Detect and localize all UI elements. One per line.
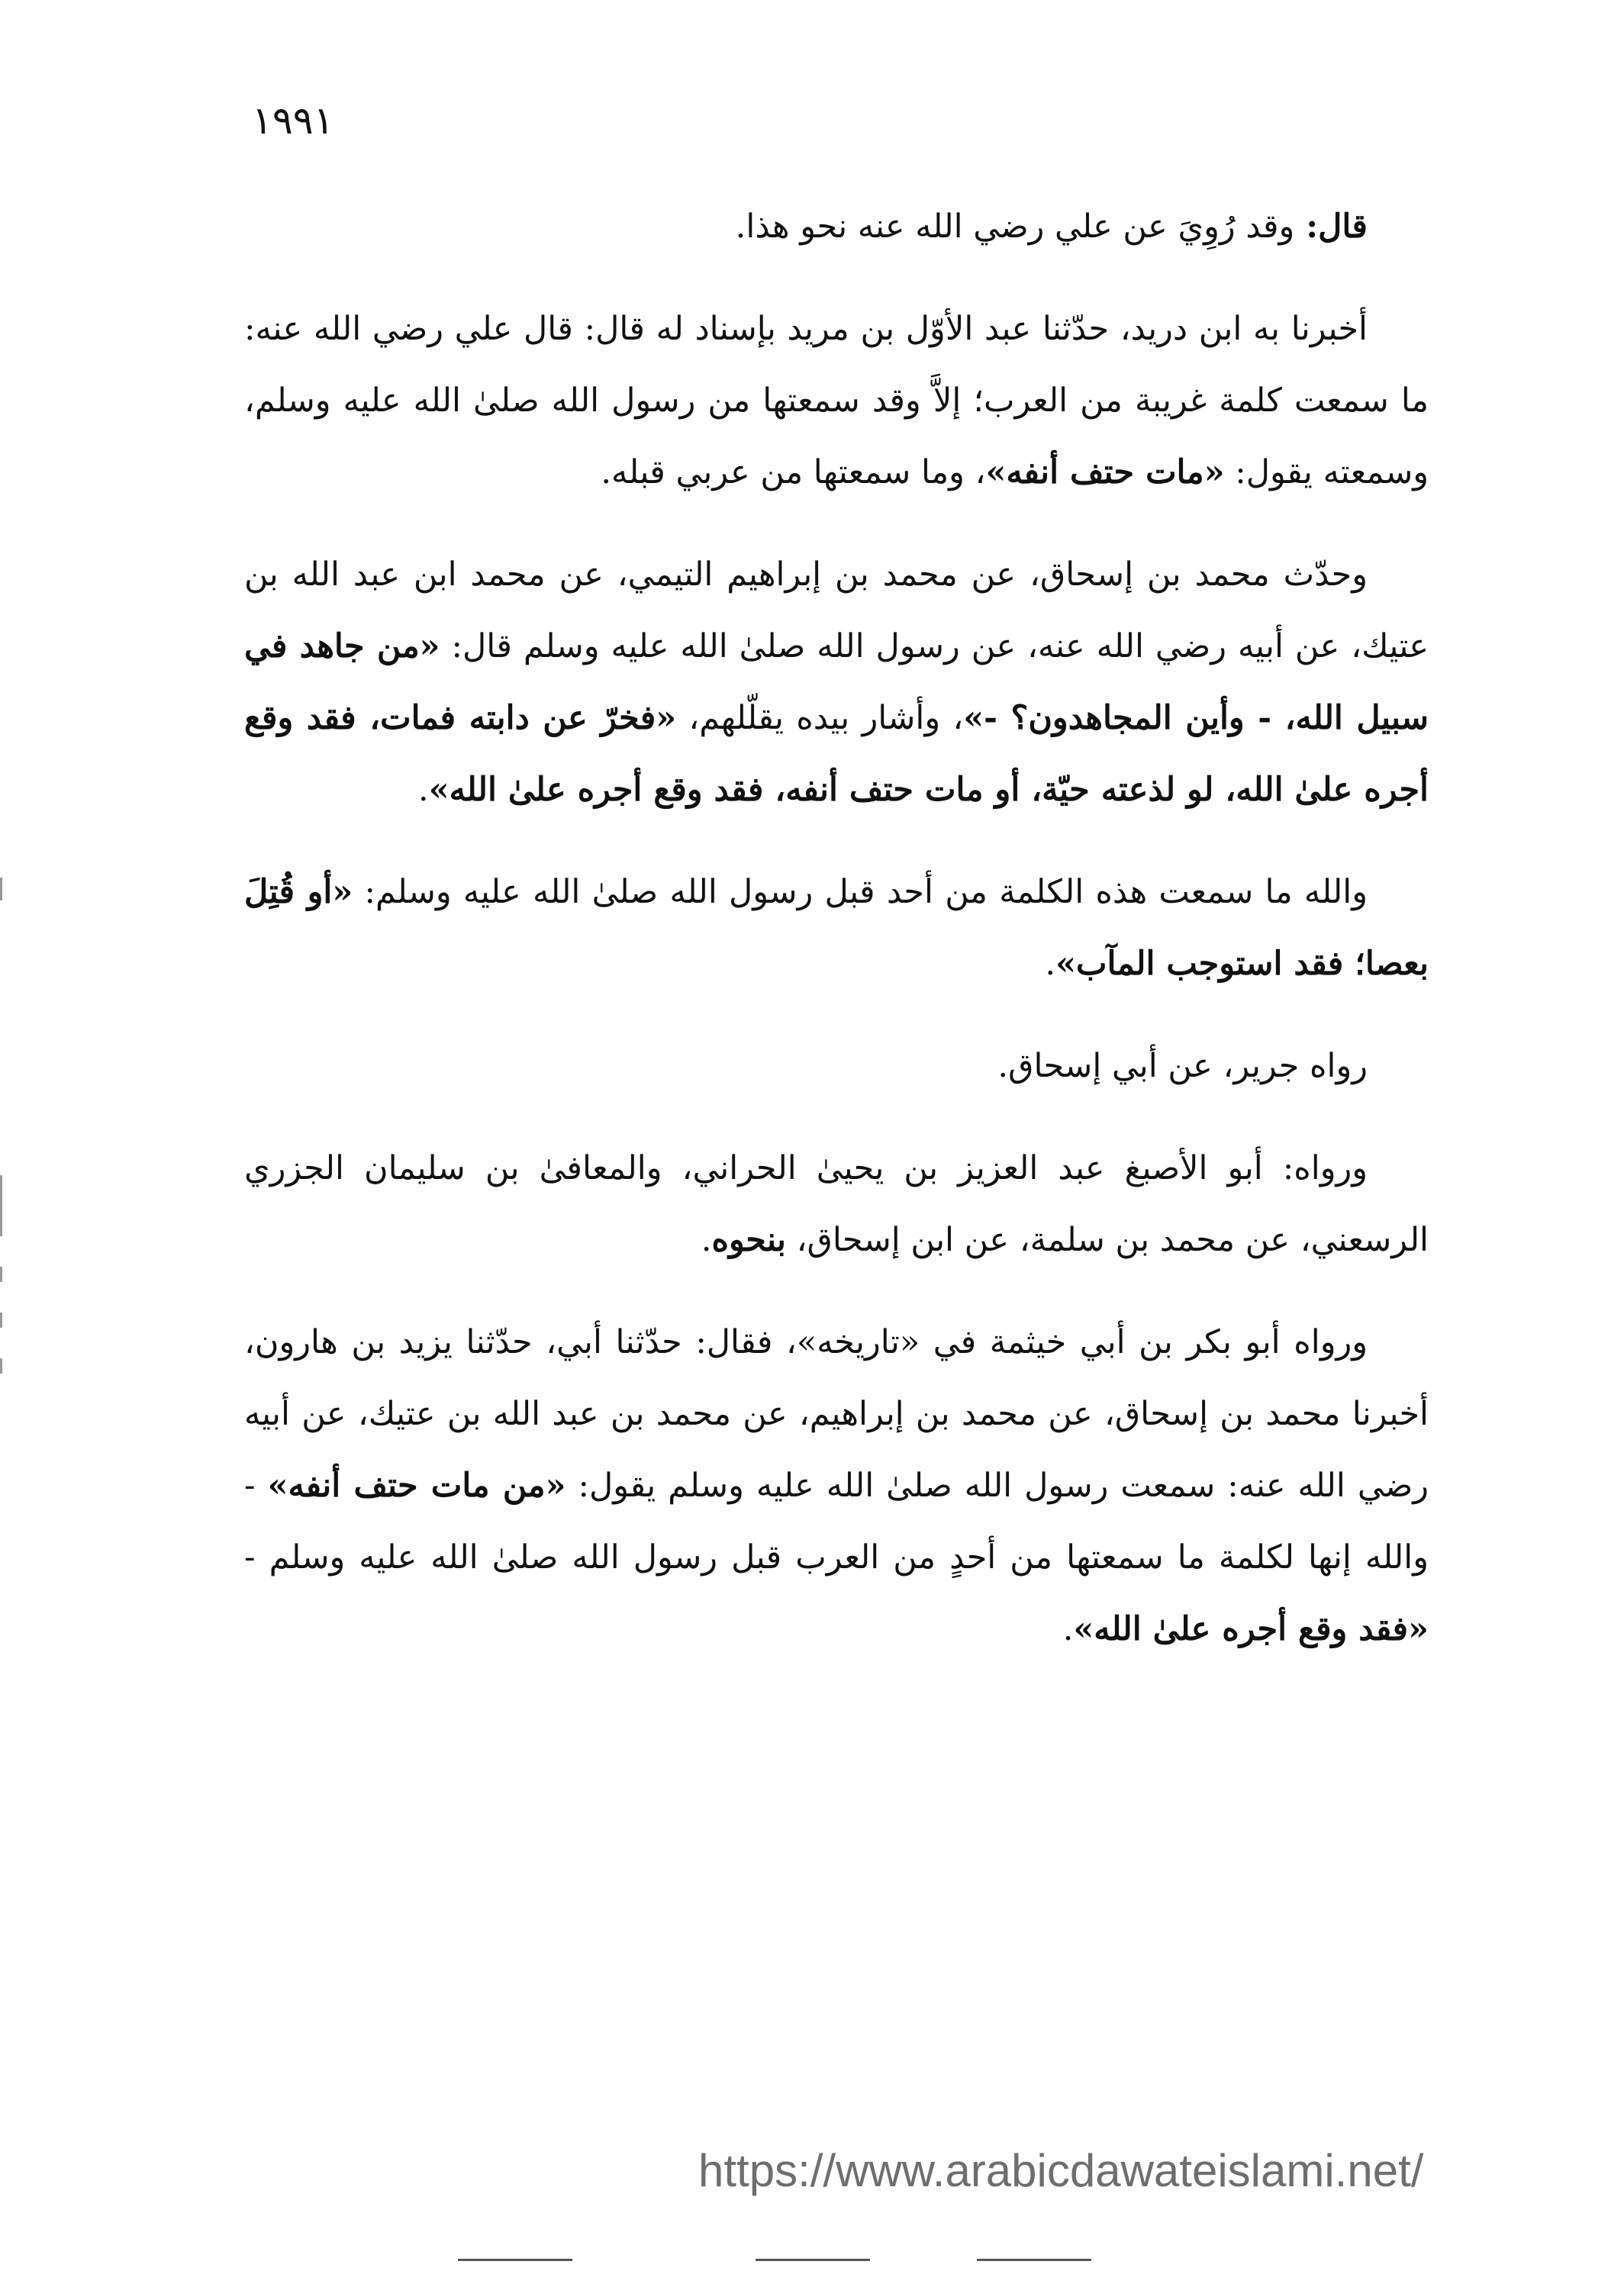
bold-text-run: بنحوه	[711, 1221, 786, 1259]
scan-mark	[0, 1267, 2, 1282]
text-run: ورواه أبو بكر بن أبي خيثمة في «تاريخه»، فقال: حدّثنا أبي، حدّثنا يزيد بن هارون، أخبرنا محمد بن إسحاق، عن محمد بن إبراهيم، عن محمد بن عبد الله بن عتيك، عن أبيه رضي الله عنه: سمعت رسول الله صلىٰ الله عليه وسلم يقول:	[244, 1323, 1429, 1505]
text-run: .	[1062, 1610, 1074, 1648]
watermark-url: https://www.arabicdawateislami.net/	[698, 2145, 1424, 2196]
text-run: ، وأشار بيده يقلّلهم،	[676, 699, 964, 737]
paragraph	[244, 191, 1429, 263]
paragraph	[244, 1132, 1429, 1276]
text-run: رواه جرير، عن أبي إسحاق.	[997, 1047, 1368, 1085]
bold-text-run: «من مات حتف أنفه»	[267, 1467, 566, 1505]
text-run: .	[1045, 945, 1056, 983]
text-run: .	[701, 1221, 712, 1259]
scan-mark	[0, 878, 2, 900]
text-run: .	[418, 771, 429, 809]
scan-rule	[977, 2259, 1091, 2261]
paragraph	[244, 1030, 1429, 1102]
bold-text-run: «فخرّ عن دابته فمات، فقد وقع أجره علىٰ الله، لو لذعته حيّة، أو مات حتف أنفه، فقد وقع أجره علىٰ الله»	[244, 699, 1429, 809]
paragraph	[244, 539, 1429, 826]
paragraph	[244, 856, 1429, 1000]
text-run: وحدّث محمد بن إسحاق، عن محمد بن إبراهيم التيمي، عن محمد ابن عبد الله بن عتيك، عن أبيه رضي الله عنه، عن رسول الله صلىٰ الله عليه وسلم قال:	[244, 556, 1429, 665]
bold-text-run: قال:	[1294, 208, 1368, 246]
paragraph	[244, 293, 1429, 508]
scan-rule	[756, 2259, 870, 2261]
text-run: أخبرنا به ابن دريد، حدّثنا عبد الأوّل بن مريد بإسناد له قال: قال علي رضي الله عنه: ما سمعت كلمة غريبة من العرب؛ إلاَّ وقد سمعتها من رسول الله صلىٰ الله عليه وسلم، وسمعته يقول:	[244, 310, 1429, 491]
text-run: والله ما سمعت هذه الكلمة من أحد قبل رسول الله صلىٰ الله عليه وسلم:	[353, 873, 1368, 911]
text-run: - والله إنها لكلمة ما سمعتها من أحدٍ من العرب قبل رسول الله صلىٰ الله عليه وسلم -	[244, 1467, 1429, 1577]
bold-text-run: «مات حتف أنفه»	[985, 453, 1225, 491]
bold-text-run: «أو قُتِلَ بعصا؛ فقد استوجب المآب»	[244, 873, 1429, 983]
bold-text-run: «فقد وقع أجره علىٰ الله»	[1073, 1610, 1429, 1648]
scan-rule	[458, 2259, 572, 2261]
scan-mark	[0, 1358, 2, 1374]
text-run: وقد رُوِيَ عن علي رضي الله عنه نحو هذا.	[735, 208, 1295, 246]
text-run: ورواه: أبو الأصبغ عبد العزيز بن يحيىٰ الحراني، والمعافىٰ بن سليمان الجزري الرسعني، عن محمد بن سلمة، عن ابن إسحاق،	[244, 1149, 1429, 1259]
paragraph	[244, 1306, 1429, 1665]
page-number: ١٩٩١	[252, 98, 334, 143]
scan-mark	[0, 1313, 2, 1328]
scan-mark	[0, 1175, 2, 1236]
bold-text-run: «من جاهد في سبيل الله، - وأين المجاهدون؟ -»	[244, 627, 1429, 737]
text-run: ، وما سمعتها من عربي قبله.	[601, 453, 986, 491]
page-body	[244, 191, 1429, 1696]
